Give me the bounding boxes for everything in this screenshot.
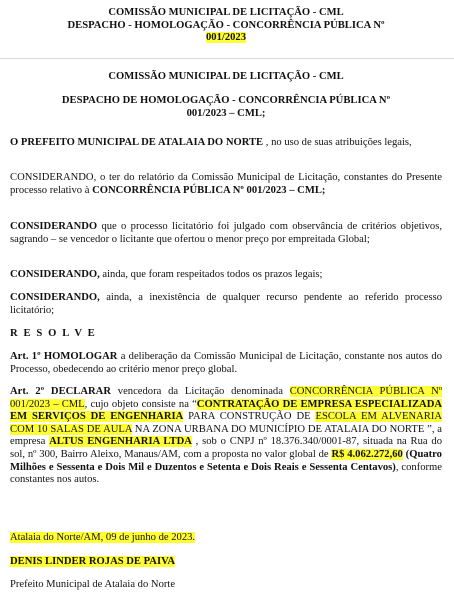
art-2-concorrencia: CONCORRÊNCIA PÚBLICA Nº 001/2023 – CML — [10, 386, 443, 410]
intro-text: , no uso de suas atribuições legais, — [263, 137, 412, 148]
art-2-valor-extenso: (Quatro Milhões e Sessenta e Dois Mil e Duzentos e Setenta e Dois Reais e Sessenta Centavos) — [10, 448, 442, 473]
top-header — [10, 7, 442, 45]
intro-bold: O PREFEITO MUNICIPAL DE ATALAIA DO NORTE — [10, 137, 264, 148]
considerando-4-bold: CONSIDERANDO, — [10, 292, 100, 303]
art-1-bold: Art. 1º HOMOLOGAR — [10, 351, 118, 362]
top-header-line2: DESPACHO - HOMOLOGAÇÃO - CONCORRÊNCIA PÚBLICA Nº — [67, 19, 385, 31]
resolve-heading: R E S O L V E — [10, 328, 97, 339]
despacho-title — [10, 95, 442, 120]
signer-role: Prefeito Municipal de Atalaia do Norte — [10, 579, 176, 590]
considerando-4-text: ainda, a inexistência de qualquer recurso pendente ao referido processo licitatório; — [10, 292, 442, 316]
signer-line — [10, 556, 442, 569]
art-2: Art. 2º DECLARAR vencedora da Licitação denominada CONCORRÊNCIA PÚBLICA Nº 001/2023 – CML, cujo objeto consiste na “CONTRATAÇÃO DE EMPRESA ESPECIALIZADA EM SERVIÇOS DE ENGENHARIA PARA CONSTRUÇÃO DE ESCOLA EM ALVENARIA COM 10 SALAS DE AULA NA ZONA URBANA DO MUNICÍPIO DE ATALAIA DO NORTE ”, a empresa ALTUS ENGENHARIA LTDA , sob o CNPJ nº 18.376.340/0001-87, situada na Rua do sol, nº 300, Bairro Aleixo, Manaus/AM, com a proposta no valor global de R$ 4.062.272,60 (Quatro Milhões e Sessenta e Dois Mil e Duzentos e Setenta e Dois Reais e Sessenta Centavos), conforme constantes nos autos. — [10, 386, 443, 486]
art-2-contratacao: CONTRATAÇÃO DE EMPRESA ESPECIALIZADA EM SERVIÇOS DE ENGENHARIA — [10, 398, 442, 423]
considerando-3-text: ainda, que foram respeitados todos os prazos legais; — [99, 269, 323, 280]
considerando-2 — [10, 221, 442, 246]
art-2-escola: ESCOLA EM ALVENARIA COM 10 SALAS DE AULA — [10, 411, 442, 435]
considerando-1-bold: CONCORRÊNCIA PÚBLICA Nº 001/2023 – CML; — [92, 184, 326, 196]
considerando-4 — [10, 292, 442, 317]
considerando-1-text: CONSIDERANDO, o ter do relatório da Comissão Municipal de Licitação, constantes do Presente processo relativo à — [10, 172, 442, 196]
intro-paragraph — [10, 137, 442, 150]
considerando-1 — [10, 172, 442, 197]
considerando-2-bold: CONSIDERANDO — [10, 221, 98, 232]
art-2-valor: R$ 4.062.272,60 — [331, 448, 403, 460]
art-2-lead: Art. 2º DECLARAR — [10, 386, 111, 397]
date-line — [10, 532, 442, 545]
commission-title: COMISSÃO MUNICIPAL DE LICITAÇÃO - CML — [108, 71, 344, 82]
despacho-title-line1: DESPACHO DE HOMOLOGAÇÃO - CONCORRÊNCIA PÚBLICA Nº — [61, 95, 391, 106]
section-divider — [0, 58, 454, 59]
art-1 — [10, 351, 442, 376]
date-text: Atalaia do Norte/AM, 09 de junho de 2023. — [10, 532, 196, 543]
signer-name: DENIS LINDER ROJAS DE PAIVA — [10, 556, 176, 567]
considerando-3 — [10, 269, 442, 282]
top-header-line3: 001/2023 — [205, 32, 247, 44]
considerando-2-text: que o processo licitatório foi julgado com observância de critérios objetivos, sagrando – se vencedor o licitante que ofertou o menor preço por empreitada Global; — [10, 221, 442, 245]
top-header-line1: COMISSÃO MUNICIPAL DE LICITAÇÃO - CML — [108, 7, 344, 18]
art-2-empresa: ALTUS ENGENHARIA LTDA — [49, 436, 192, 448]
despacho-title-line2: 001/2023 – CML; — [186, 107, 266, 119]
art-1-text: a deliberação da Comissão Municipal de Licitação, constante nos autos do Processo, obedecendo ao critério menor preço global. — [10, 351, 443, 375]
considerando-3-bold: CONSIDERANDO, — [10, 269, 100, 280]
